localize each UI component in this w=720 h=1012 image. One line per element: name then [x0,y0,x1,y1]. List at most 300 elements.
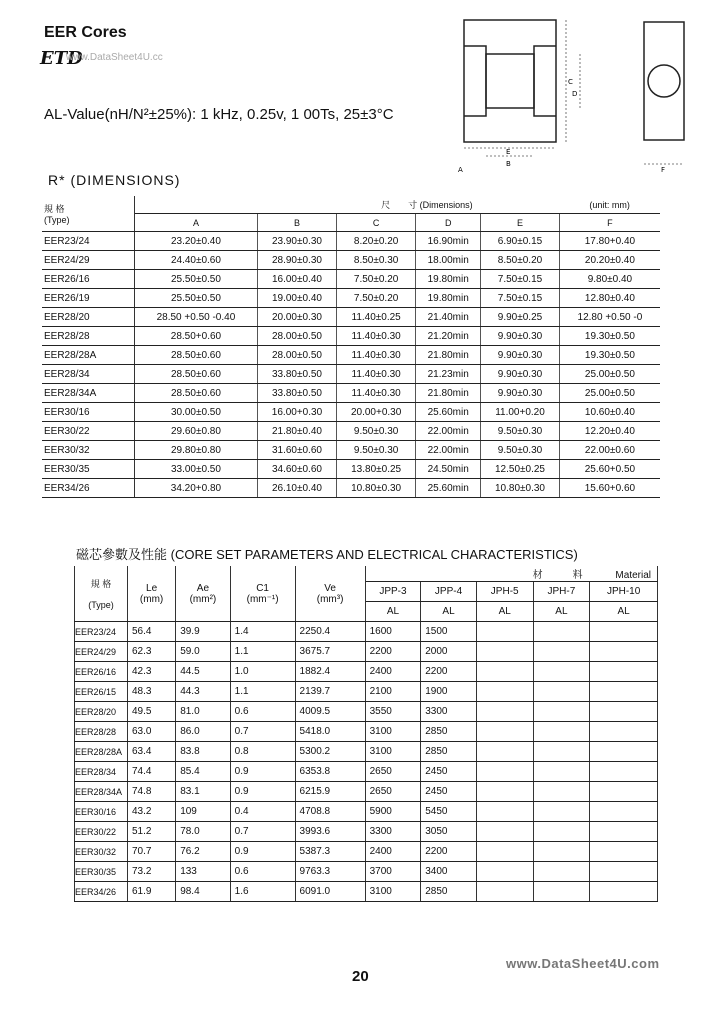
dimension-value: 21.40min [416,308,481,327]
empty-al-cell [476,782,533,802]
dimension-value: 33.80±0.50 [257,365,336,384]
parameter-value: 61.9 [128,882,176,902]
table-row [75,862,658,882]
parameter-value: 3100 [365,742,421,762]
dimension-value: 8.50±0.20 [481,251,560,270]
dimension-value: 12.50±0.25 [481,460,560,479]
table-row [75,702,658,722]
parameter-value: 5300.2 [295,742,365,762]
dimension-value: 9.50±0.30 [337,441,416,460]
dimension-value: 21.80±0.40 [257,422,336,441]
parameter-value: 0.9 [230,782,295,802]
dimension-value: 33.80±0.50 [257,384,336,403]
parameter-value: 59.0 [176,642,230,662]
parameter-value: 3400 [421,862,477,882]
dimension-value: 24.40±0.60 [135,251,258,270]
dimension-value: 18.00min [416,251,481,270]
dimension-value: 6.90±0.15 [481,232,560,251]
empty-al-cell [476,822,533,842]
al-label: AL [590,602,658,622]
parameter-value: 0.9 [230,842,295,862]
empty-al-cell [476,622,533,642]
table-row [75,682,658,702]
ae-header: Ae (mm²) [176,566,230,622]
dimension-value: 25.60min [416,479,481,498]
parameter-value: 5450 [421,802,477,822]
parameter-value: 3100 [365,882,421,902]
dimension-value: 7.50±0.20 [337,289,416,308]
dimension-value: 20.00+0.30 [337,403,416,422]
dimension-value: 28.50 +0.50 -0.40 [135,308,258,327]
parameter-value: 48.3 [128,682,176,702]
dimension-value: 22.00±0.60 [559,441,660,460]
dimension-value: 12.20±0.40 [559,422,660,441]
core-type: EER28/34 [42,365,135,384]
empty-al-cell [590,682,658,702]
empty-al-cell [476,882,533,902]
al-label: AL [421,602,477,622]
empty-al-cell [476,802,533,822]
empty-al-cell [533,842,590,862]
parameter-value: 83.8 [176,742,230,762]
parameter-value: 4009.5 [295,702,365,722]
parameter-value: 3675.7 [295,642,365,662]
parameter-value: 0.4 [230,802,295,822]
parameter-value: 44.5 [176,662,230,682]
parameter-value: 0.6 [230,702,295,722]
table-row [75,822,658,842]
core-type: EER28/34A [42,384,135,403]
parameter-value: 1.0 [230,662,295,682]
core-type: EER26/16 [42,270,135,289]
parameter-value: 2100 [365,682,421,702]
table-row [42,479,660,498]
diagram-label-b: B [506,160,511,168]
parameter-value: 98.4 [176,882,230,902]
parameter-value: 0.7 [230,722,295,742]
empty-al-cell [533,662,590,682]
unit-label: (unit: mm) [559,196,660,214]
parameter-value: 2200 [421,662,477,682]
core-type: EER30/22 [42,422,135,441]
diagram-label-d: D [572,90,578,98]
material-name: JPH-10 [590,582,658,602]
table-row [75,842,658,862]
parameter-value: 51.2 [128,822,176,842]
dimension-value: 21.20min [416,327,481,346]
table-row [75,802,658,822]
dimension-value: 28.00±0.50 [257,346,336,365]
core-type: EER30/32 [75,842,128,862]
parameter-value: 63.4 [128,742,176,762]
dimensions-table [42,196,660,498]
parameter-value: 5418.0 [295,722,365,742]
table-row [42,346,660,365]
dimension-value: 31.60±0.60 [257,441,336,460]
table-row [75,762,658,782]
core-type: EER23/24 [42,232,135,251]
core-type: EER34/26 [42,479,135,498]
core-type: EER28/28 [75,722,128,742]
al-label: AL [476,602,533,622]
series-subtitle: ETD [40,48,83,69]
parameter-value: 76.2 [176,842,230,862]
dimension-value: 28.50±0.60 [135,346,258,365]
dimension-value: 34.60±0.60 [257,460,336,479]
parameter-value: 1600 [365,622,421,642]
dimension-value: 9.80±0.40 [559,270,660,289]
dimension-value: 25.00±0.50 [559,365,660,384]
dimension-value: 21.23min [416,365,481,384]
parameter-value: 39.9 [176,622,230,642]
dimension-value: 23.90±0.30 [257,232,336,251]
table-row [42,365,660,384]
empty-al-cell [476,762,533,782]
parameter-value: 4708.8 [295,802,365,822]
dimension-value: 19.30±0.50 [559,346,660,365]
core-type: EER28/34 [75,762,128,782]
empty-al-cell [590,622,658,642]
dimension-value: 28.50+0.60 [135,327,258,346]
empty-al-cell [590,642,658,662]
core-type: EER30/35 [75,862,128,882]
dimension-value: 11.40±0.25 [337,308,416,327]
dimension-value: 28.90±0.30 [257,251,336,270]
dimension-value: 9.50±0.30 [481,422,560,441]
empty-al-cell [590,762,658,782]
dimension-value: 11.40±0.30 [337,384,416,403]
watermark-top: www.DataSheet4U.cc [66,52,163,63]
parameter-value: 1.6 [230,882,295,902]
parameter-value: 1.1 [230,642,295,662]
empty-al-cell [590,842,658,862]
watermark-bottom: www.DataSheet4U.com [506,956,660,971]
dimension-value: 9.90±0.30 [481,384,560,403]
dimension-value: 33.00±0.50 [135,460,258,479]
parameter-value: 2650 [365,782,421,802]
dimension-value: 20.20±0.40 [559,251,660,270]
empty-al-cell [476,722,533,742]
core-type: EER28/28A [75,742,128,762]
empty-al-cell [590,822,658,842]
table-row [75,722,658,742]
parameter-value: 2650 [365,762,421,782]
empty-al-cell [533,762,590,782]
dimension-value: 16.90min [416,232,481,251]
table-row [75,622,658,642]
parameter-value: 2200 [365,642,421,662]
dimension-value: 25.60+0.50 [559,460,660,479]
core-type: EER28/34A [75,782,128,802]
core-type: EER30/16 [42,403,135,422]
dim-col-header: F [559,214,660,232]
dim-col-header: D [416,214,481,232]
empty-al-cell [590,702,658,722]
core-type: EER30/16 [75,802,128,822]
empty-al-cell [590,722,658,742]
dimension-value: 25.50±0.50 [135,289,258,308]
parameter-value: 2000 [421,642,477,662]
empty-al-cell [533,742,590,762]
dimension-value: 9.90±0.30 [481,327,560,346]
al-value-conditions: AL-Value(nH/N²±25%): 1 kHz, 0.25v, 1 00Ts, 25±3°C [44,106,394,123]
dimension-value: 19.80min [416,289,481,308]
dimension-value: 7.50±0.15 [481,289,560,308]
empty-al-cell [533,642,590,662]
parameter-value: 3300 [421,702,477,722]
empty-al-cell [533,622,590,642]
empty-al-cell [533,722,590,742]
parameter-value: 3550 [365,702,421,722]
dimension-value: 15.60+0.60 [559,479,660,498]
dimension-value: 19.00±0.40 [257,289,336,308]
dimension-value: 25.00±0.50 [559,384,660,403]
parameter-value: 3993.6 [295,822,365,842]
dimension-value: 28.00±0.50 [257,327,336,346]
parameters-table [74,566,658,902]
table-row [42,422,660,441]
core-type: EER24/29 [42,251,135,270]
parameter-value: 49.5 [128,702,176,722]
parameter-value: 73.2 [128,862,176,882]
table-row [42,308,660,327]
dimension-value: 10.60±0.40 [559,403,660,422]
parameter-value: 0.8 [230,742,295,762]
empty-al-cell [590,862,658,882]
dimensions-title: R* (DIMENSIONS) [48,172,181,188]
parameter-value: 0.6 [230,862,295,882]
table-row [75,742,658,762]
dimension-value: 28.50±0.60 [135,365,258,384]
dimension-value: 11.40±0.30 [337,346,416,365]
parameter-value: 3700 [365,862,421,882]
dimension-value: 25.50±0.50 [135,270,258,289]
table-row [75,662,658,682]
diagram-label-f: F [661,166,666,174]
dimension-value: 16.00+0.30 [257,403,336,422]
table-row [42,232,660,251]
parameter-value: 1500 [421,622,477,642]
dimension-value: 29.60±0.80 [135,422,258,441]
table-row [42,251,660,270]
type-header: 規 格 (Type) [75,566,128,622]
material-name: JPH-5 [476,582,533,602]
table-row [42,403,660,422]
page-number: 20 [352,968,369,985]
parameter-value: 81.0 [176,702,230,722]
dim-col-header: B [257,214,336,232]
dimension-value: 8.50±0.30 [337,251,416,270]
table-row [42,441,660,460]
parameter-value: 85.4 [176,762,230,782]
diagram-label-a: A [458,166,463,174]
dimension-value: 21.80min [416,346,481,365]
dimension-value: 29.80±0.80 [135,441,258,460]
parameter-value: 109 [176,802,230,822]
parameter-value: 5387.3 [295,842,365,862]
dimension-value: 25.60min [416,403,481,422]
parameter-value: 74.8 [128,782,176,802]
dimension-value: 13.80±0.25 [337,460,416,479]
parameter-value: 56.4 [128,622,176,642]
empty-al-cell [533,782,590,802]
parameter-value: 42.3 [128,662,176,682]
table-row [42,327,660,346]
parameter-value: 63.0 [128,722,176,742]
dimension-value: 11.40±0.30 [337,365,416,384]
dimension-value: 34.20+0.80 [135,479,258,498]
parameter-value: 74.4 [128,762,176,782]
empty-al-cell [476,702,533,722]
empty-al-cell [590,802,658,822]
parameter-value: 2250.4 [295,622,365,642]
diagram-label-c: C [568,78,573,86]
table-row [42,460,660,479]
parameter-value: 62.3 [128,642,176,662]
page-title: EER Cores [44,24,127,41]
dimension-value: 24.50min [416,460,481,479]
empty-al-cell [590,782,658,802]
core-type: EER26/16 [75,662,128,682]
material-name: JPP-4 [421,582,477,602]
diagram-label-e: E [506,148,511,156]
empty-al-cell [476,862,533,882]
parameter-value: 2850 [421,882,477,902]
material-name: JPH-7 [533,582,590,602]
le-header: Le (mm) [128,566,176,622]
dimension-value: 17.80+0.40 [559,232,660,251]
dimension-value: 22.00min [416,422,481,441]
empty-al-cell [590,662,658,682]
dimension-value: 12.80 +0.50 -0 [559,308,660,327]
dimension-value: 11.00+0.20 [481,403,560,422]
empty-al-cell [476,642,533,662]
core-outline-diagram [456,16,696,176]
core-type: EER30/35 [42,460,135,479]
core-type: EER28/28 [42,327,135,346]
parameter-value: 2400 [365,662,421,682]
parameter-value: 0.9 [230,762,295,782]
core-type: EER34/26 [75,882,128,902]
dim-col-header: A [135,214,258,232]
core-type: EER30/22 [75,822,128,842]
table-row [42,384,660,403]
parameter-value: 43.2 [128,802,176,822]
parameter-value: 2139.7 [295,682,365,702]
dimension-value: 30.00±0.50 [135,403,258,422]
empty-al-cell [533,802,590,822]
dimension-value: 9.50±0.30 [337,422,416,441]
dimension-value: 10.80±0.30 [337,479,416,498]
dimension-value: 16.00±0.40 [257,270,336,289]
dimension-value: 26.10±0.40 [257,479,336,498]
dimension-value: 9.90±0.25 [481,308,560,327]
dimension-value: 20.00±0.30 [257,308,336,327]
table-row [75,782,658,802]
dimension-value: 23.20±0.40 [135,232,258,251]
parameter-value: 83.1 [176,782,230,802]
ve-header: Ve (mm³) [295,566,365,622]
parameters-title: 磁芯參數及性能 (CORE SET PARAMETERS AND ELECTRICAL CHARACTERISTICS) [76,547,578,562]
empty-al-cell [476,842,533,862]
dimension-value: 12.80±0.40 [559,289,660,308]
table-row [75,642,658,662]
core-type: EER23/24 [75,622,128,642]
parameter-value: 2450 [421,762,477,782]
core-type: EER30/32 [42,441,135,460]
dimension-value: 10.80±0.30 [481,479,560,498]
material-name: JPP-3 [365,582,421,602]
parameter-value: 2450 [421,782,477,802]
parameter-value: 2850 [421,722,477,742]
parameter-value: 1882.4 [295,662,365,682]
dimension-value: 22.00min [416,441,481,460]
dimension-value: 9.90±0.30 [481,346,560,365]
empty-al-cell [533,682,590,702]
dimension-value: 9.90±0.30 [481,365,560,384]
parameter-value: 6353.8 [295,762,365,782]
core-type: EER28/20 [75,702,128,722]
empty-al-cell [590,742,658,762]
al-label: AL [533,602,590,622]
empty-al-cell [533,882,590,902]
parameter-value: 6091.0 [295,882,365,902]
table-row [42,270,660,289]
dimension-value: 11.40±0.30 [337,327,416,346]
core-type: EER26/19 [42,289,135,308]
dim-col-header: E [481,214,560,232]
type-header: 規 格 (Type) [42,196,135,232]
parameter-value: 3100 [365,722,421,742]
empty-al-cell [476,662,533,682]
dimension-value: 9.50±0.30 [481,441,560,460]
parameter-value: 9763.3 [295,862,365,882]
dimension-value: 19.80min [416,270,481,289]
table-row [42,289,660,308]
parameter-value: 1.1 [230,682,295,702]
core-type: EER26/15 [75,682,128,702]
core-type: EER24/29 [75,642,128,662]
parameter-value: 86.0 [176,722,230,742]
al-label: AL [365,602,421,622]
dimension-value: 28.50±0.60 [135,384,258,403]
parameter-value: 0.7 [230,822,295,842]
dimension-value: 21.80min [416,384,481,403]
parameter-value: 2400 [365,842,421,862]
empty-al-cell [533,702,590,722]
parameter-value: 5900 [365,802,421,822]
dimension-value: 7.50±0.15 [481,270,560,289]
parameter-value: 1.4 [230,622,295,642]
c1-header: C1 (mm⁻¹) [230,566,295,622]
table-row [75,882,658,902]
core-type: EER28/28A [42,346,135,365]
parameter-value: 133 [176,862,230,882]
dim-col-header: C [337,214,416,232]
parameter-value: 44.3 [176,682,230,702]
empty-al-cell [590,882,658,902]
parameter-value: 3300 [365,822,421,842]
parameter-value: 2850 [421,742,477,762]
parameter-value: 3050 [421,822,477,842]
parameter-value: 70.7 [128,842,176,862]
parameter-value: 78.0 [176,822,230,842]
dimension-value: 19.30±0.50 [559,327,660,346]
empty-al-cell [476,682,533,702]
dimensions-header: 尺 寸 (Dimensions) [135,196,481,214]
parameter-value: 2200 [421,842,477,862]
empty-al-cell [533,822,590,842]
